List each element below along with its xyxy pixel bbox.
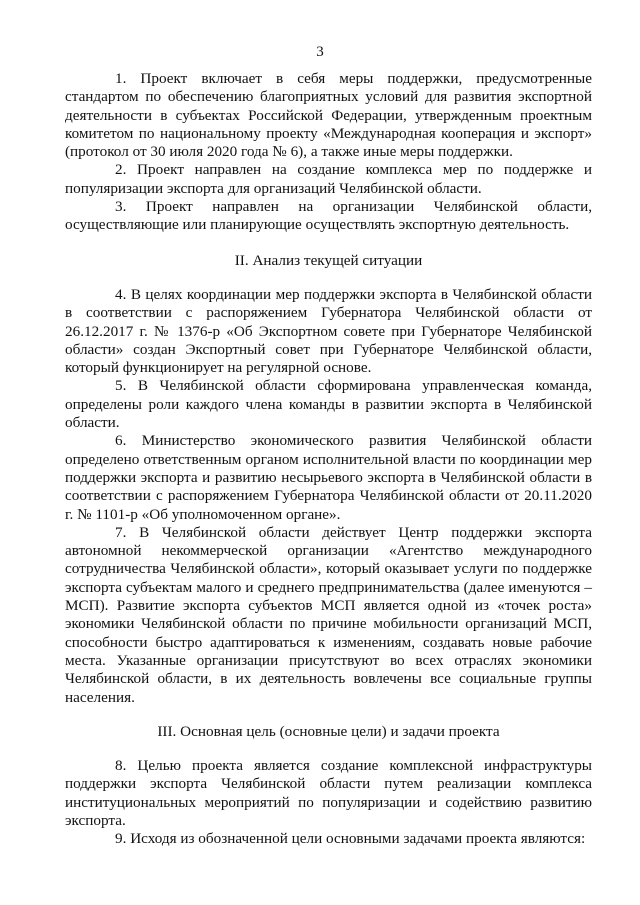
section-heading-goals: III. Основная цель (основные цели) и задачи проекта [157, 722, 500, 740]
paragraph-9: 9. Исходя из обозначенной цели основными задачами проекта являются: [115, 830, 586, 848]
paragraph-6: 6. Министерство экономического развития Челябинской области определено ответственным органом исполнительной власти по координации мер поддержки экспорта и развитию несырьевого экспорта в Челябинской области в соответствии с распоряжением Губернатора Челябинской области от 20.11.2020 г. № 1101-р «Об уполномоченном органе». [65, 432, 592, 523]
page-number: 3 [316, 44, 324, 60]
document-body [65, 70, 592, 849]
section-heading-analysis: II. Анализ текущей ситуации [234, 251, 423, 269]
paragraph-5: 5. В Челябинской области сформирована управленческая команда, определены роли каждого члена команды в развитии экспорта в Челябинской области. [65, 377, 592, 432]
paragraph-7: 7. В Челябинской области действует Центр поддержки экспорта автономной некоммерческой организации «Агентство международного сотрудничества Челябинской области», который оказывает услуги по поддержке экспорта субъектам малого и среднего предпринимательства (далее именуются – МСП). Развитие экспорта субъектов МСП является одной из «точек роста» экономики Челябинской области по причине мобильности организаций МСП, способности быстро адаптироваться к изменениям, создавать новые рабочие места. Указанные организации присутствуют во всех отраслях экономики Челябинской области, в их деятельность вовлечены все социальные группы населения. [65, 523, 592, 706]
paragraph-8: 8. Целью проекта является создание комплексной инфраструктуры поддержки экспорта Челябинской области путем реализации комплекса институциональных мероприятий по популяризации и содействию развитию экспорта. [65, 757, 592, 829]
paragraph-2: 2. Проект направлен на создание комплекса мер по поддержке и популяризации экспорта для организаций Челябинской области. [65, 161, 592, 197]
paragraph-3: 3. Проект направлен на организации Челябинской области, осуществляющие или планирующие осуществлять экспортную деятельность. [65, 198, 592, 234]
paragraph-4: 4. В целях координации мер поддержки экспорта в Челябинской области в соответствии с распоряжением Губернатора Челябинской области от 26.12.2017 г. № 1376-р «Об Экспортном совете при Губернаторе Челябинской области» создан Экспортный совет при Губернаторе Челябинской области, который функционирует на регулярной основе. [65, 285, 592, 377]
paragraph-1: 1. Проект включает в себя меры поддержки, предусмотренные стандартом по обеспечению благоприятных условий для развития экспортной деятельности в субъектах Российской Федерации, утвержденным проектным комитетом по национальному проекту «Международная кооперация и экспорт» (протокол от 30 июля 2020 года № 6), а также иные меры поддержки. [65, 70, 592, 161]
